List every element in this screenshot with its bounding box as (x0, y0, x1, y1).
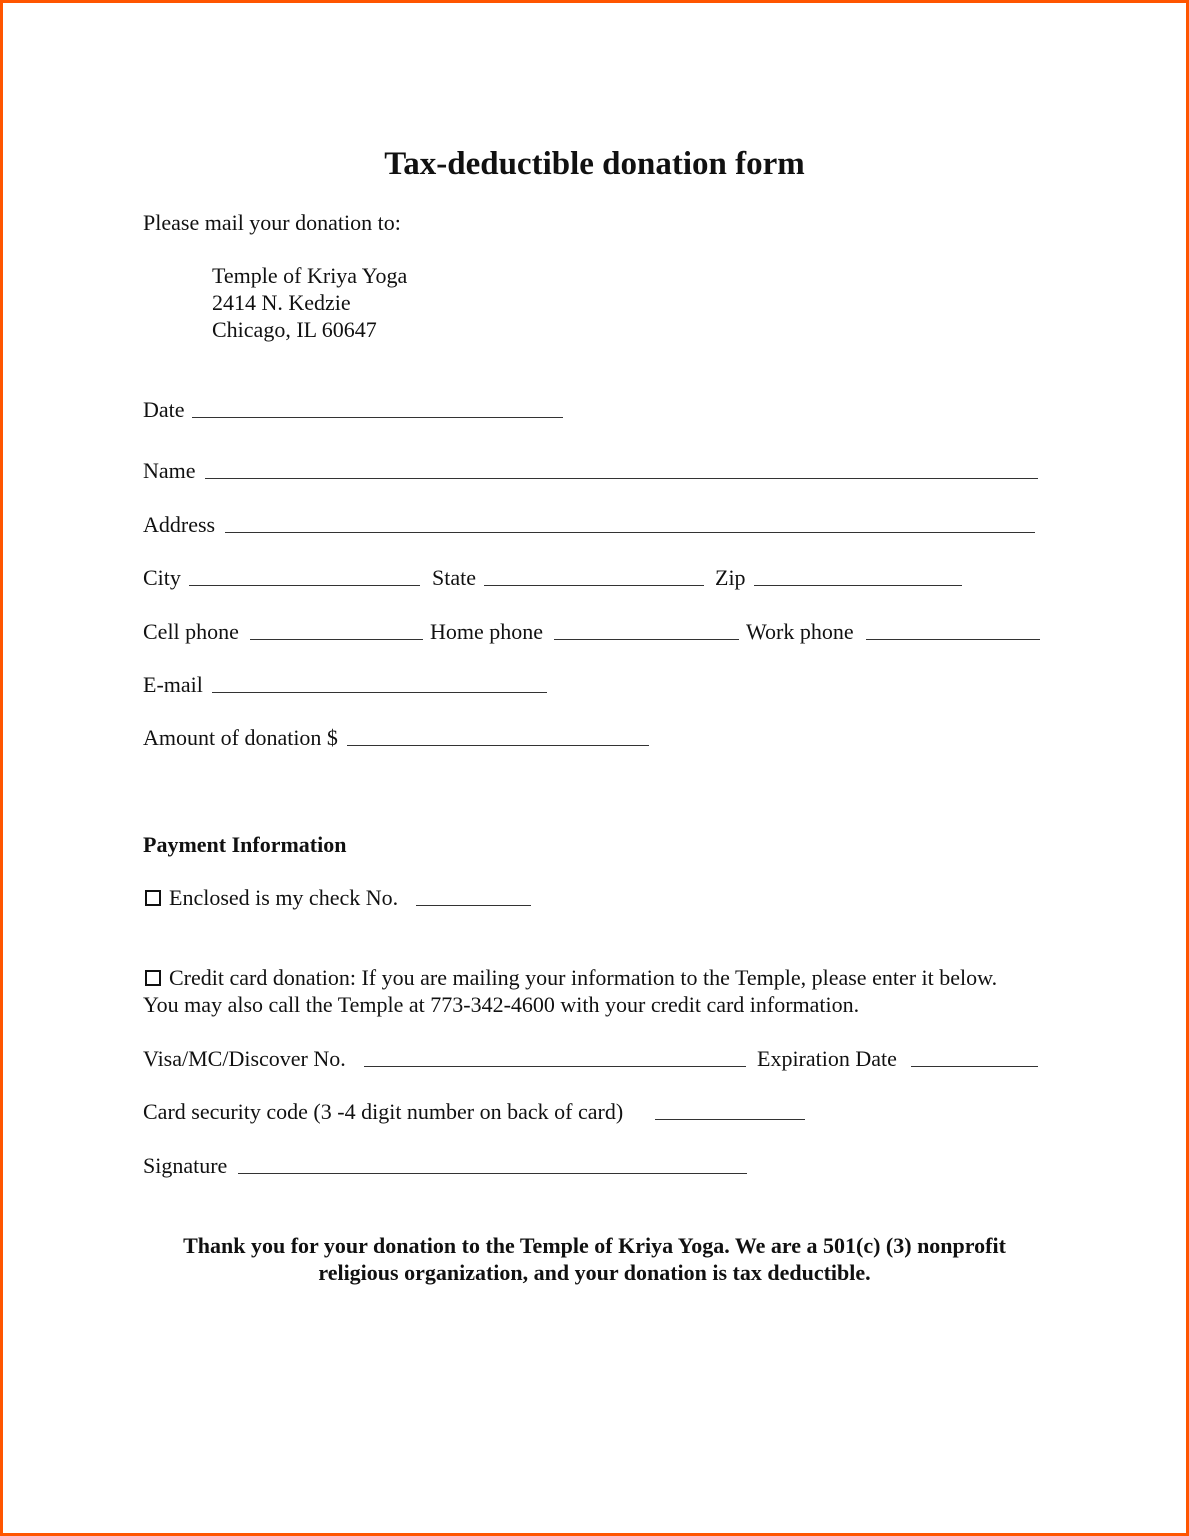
email-field[interactable] (212, 692, 547, 693)
state-field[interactable] (484, 585, 704, 586)
work-phone-field[interactable] (866, 639, 1040, 640)
address-org: Temple of Kriya Yoga (212, 263, 408, 288)
signature-field[interactable] (238, 1173, 747, 1174)
date-field[interactable] (192, 417, 563, 418)
form-title: Tax-deductible donation form (384, 146, 805, 182)
card-number-field[interactable] (364, 1066, 746, 1067)
name-field[interactable] (205, 478, 1038, 479)
city-field[interactable] (189, 585, 420, 586)
address-city: Chicago, IL 60647 (212, 317, 377, 342)
footer-line1: Thank you for your donation to the Temple of Kriya Yoga. We are a 501(c) (3) nonprofit (183, 1233, 1006, 1258)
name-label: Name (143, 458, 196, 483)
date-label: Date (143, 397, 185, 422)
security-code-field[interactable] (655, 1119, 805, 1120)
zip-field[interactable] (754, 585, 962, 586)
amount-label: Amount of donation $ (143, 725, 338, 750)
home-phone-label: Home phone (430, 619, 544, 644)
cell-phone-label: Cell phone (143, 619, 239, 644)
credit-option-line2: You may also call the Temple at 773-342-4600 with your credit card information. (143, 992, 860, 1017)
security-code-label: Card security code (3 -4 digit number on back of card) (143, 1099, 624, 1124)
expiration-field[interactable] (911, 1066, 1038, 1067)
state-label: State (432, 565, 476, 590)
amount-field[interactable] (347, 745, 649, 746)
work-phone-label: Work phone (746, 619, 854, 644)
mail-instruction: Please mail your donation to: (143, 210, 401, 235)
home-phone-field[interactable] (554, 639, 739, 640)
address-label: Address (143, 512, 216, 537)
card-number-label: Visa/MC/Discover No. (143, 1046, 346, 1071)
city-label: City (143, 565, 181, 590)
address-street: 2414 N. Kedzie (212, 290, 351, 315)
signature-label: Signature (143, 1153, 228, 1178)
zip-label: Zip (715, 565, 746, 590)
payment-heading: Payment Information (143, 832, 347, 857)
credit-option-line1: Credit card donation: If you are mailing your information to the Temple, please enter it below. (169, 965, 998, 990)
credit-card-checkbox[interactable] (145, 970, 161, 986)
expiration-label: Expiration Date (757, 1046, 897, 1071)
footer-line2: religious organization, and your donation is tax deductible. (318, 1260, 871, 1285)
check-number-field[interactable] (416, 905, 531, 906)
check-option-label: Enclosed is my check No. (169, 885, 399, 910)
cell-phone-field[interactable] (250, 639, 423, 640)
address-field[interactable] (225, 532, 1035, 533)
email-label: E-mail (143, 672, 203, 697)
check-checkbox[interactable] (145, 890, 161, 906)
